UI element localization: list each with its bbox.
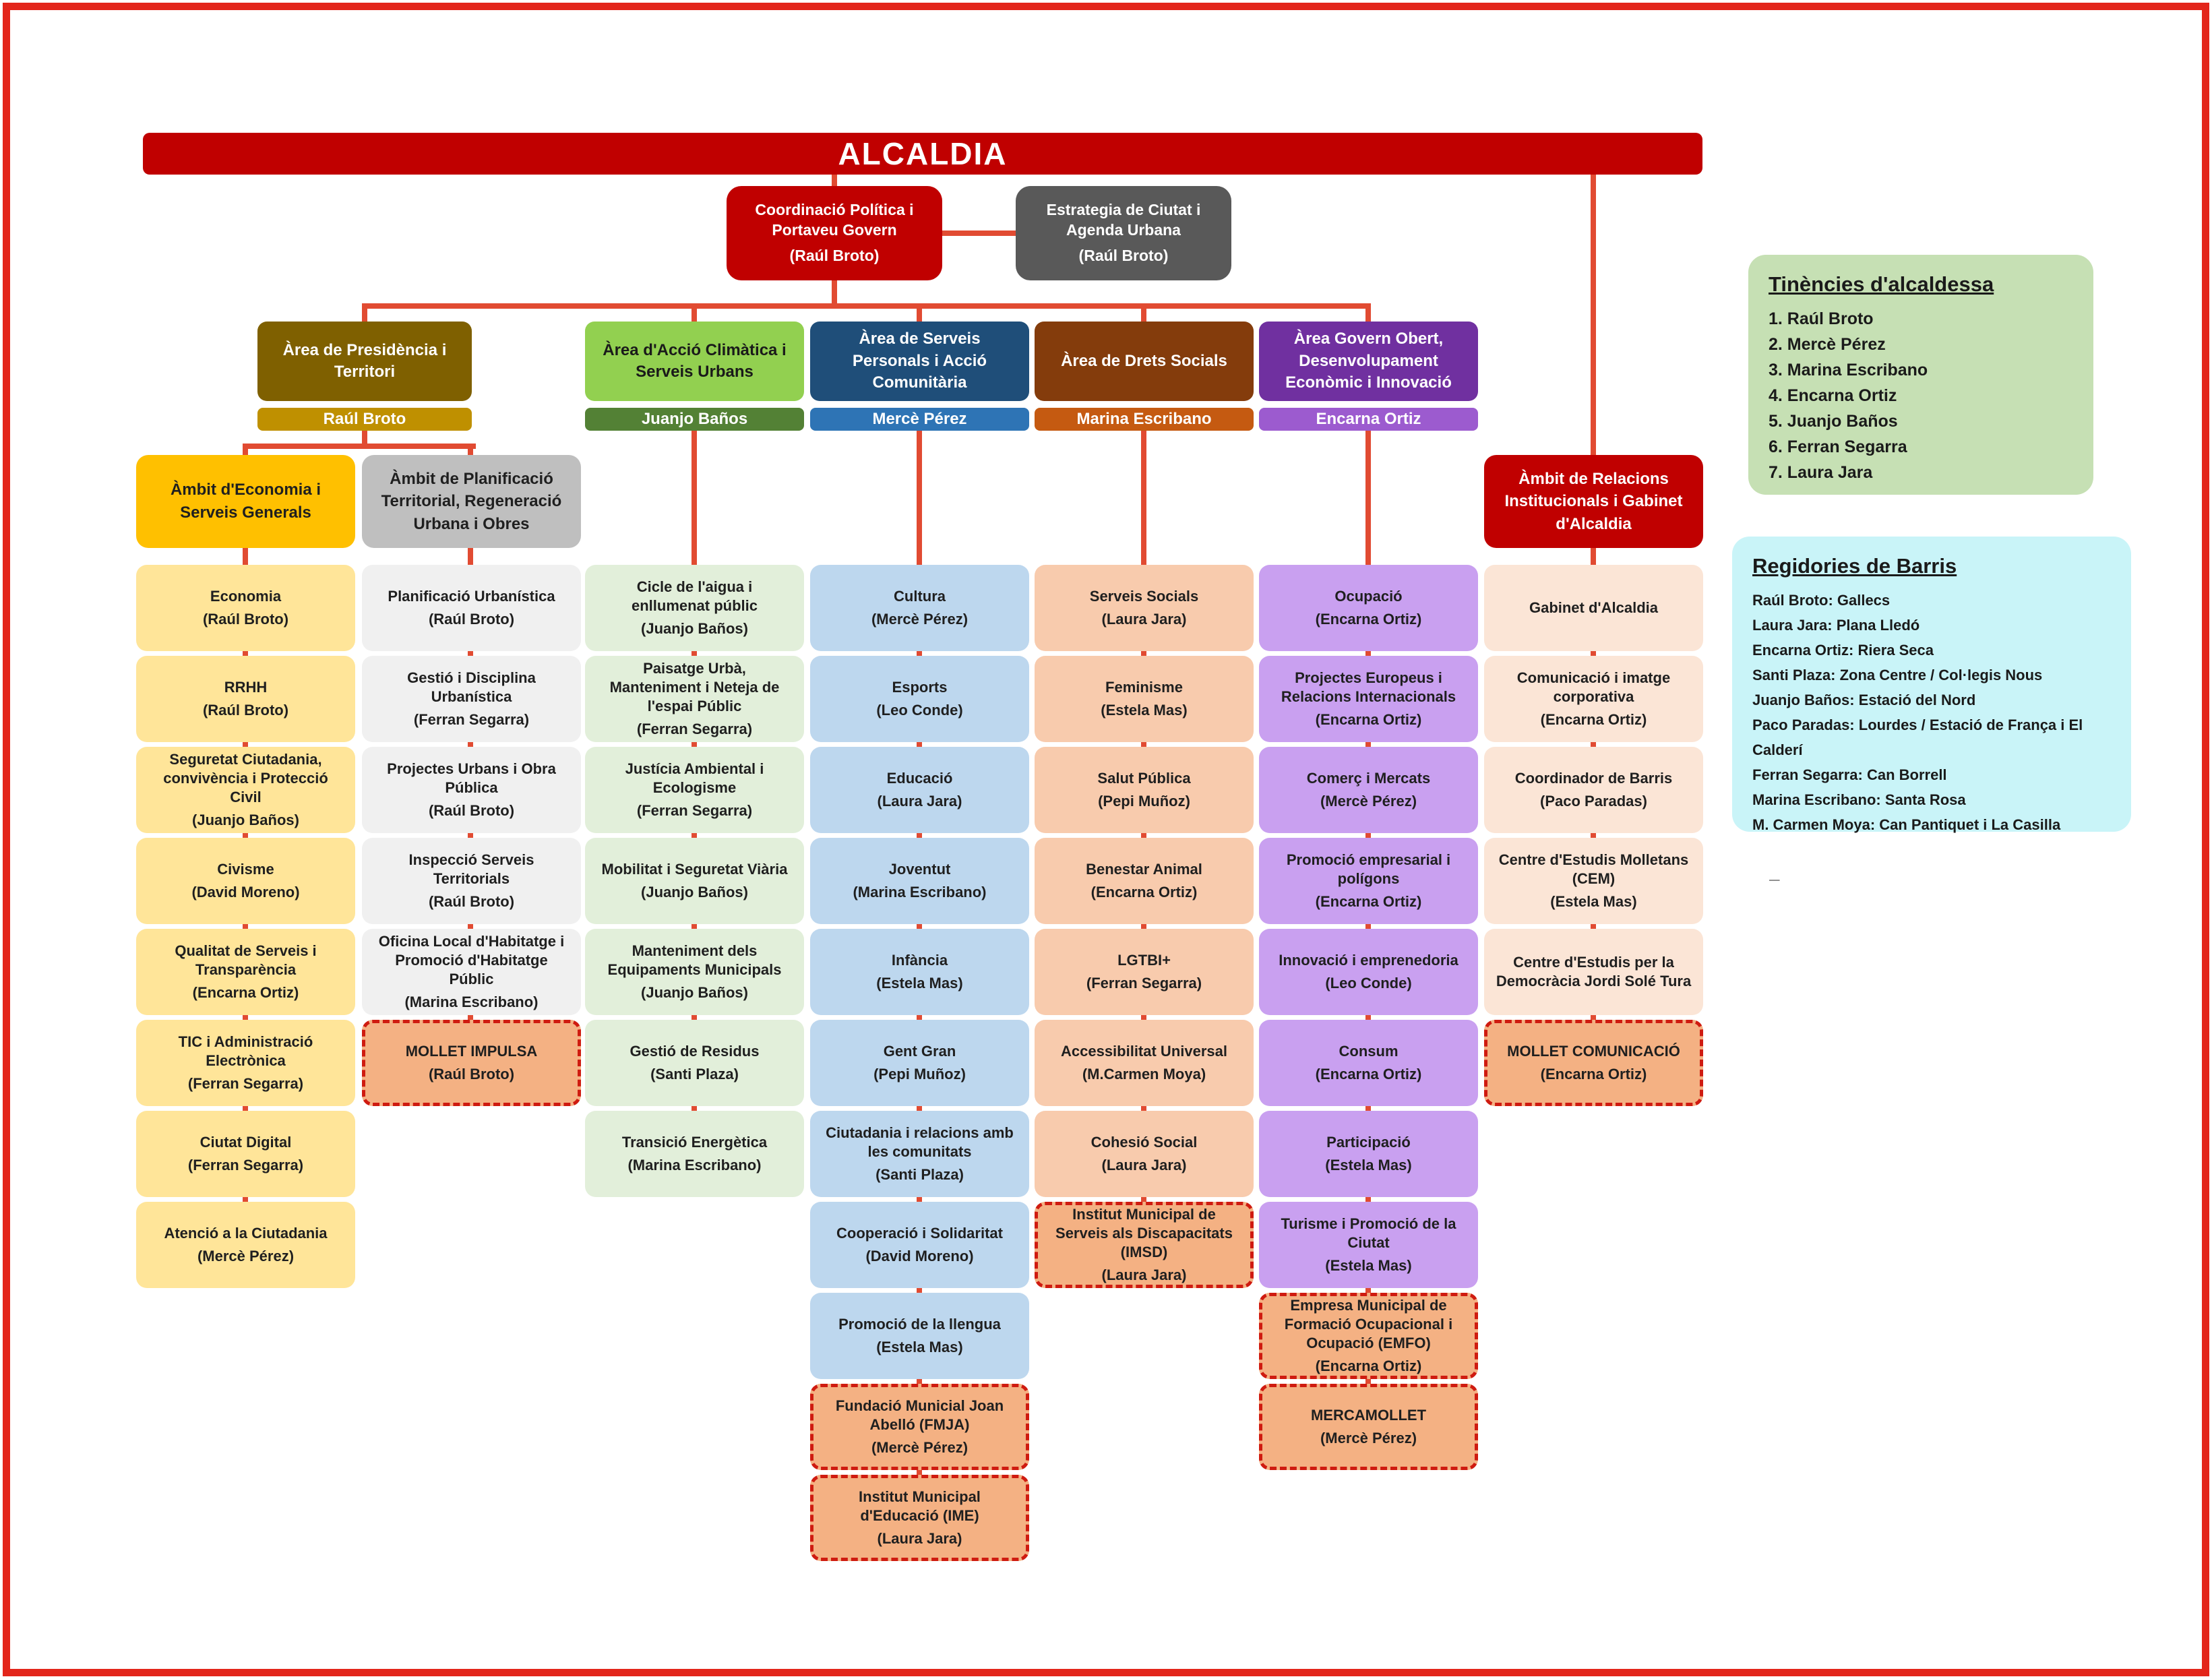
card-title: Infància bbox=[891, 951, 948, 969]
column-climatica bbox=[585, 565, 804, 1197]
card-title: Qualitat de Serveis i Transparència bbox=[175, 942, 317, 978]
area-lead: Marina Escribano bbox=[1076, 410, 1212, 428]
card-person: (Laura Jara) bbox=[1101, 1266, 1187, 1284]
panel-item: Encarna Ortiz: Riera Seca bbox=[1752, 642, 1934, 659]
card-person: (Mercè Pérez) bbox=[1320, 1430, 1417, 1446]
org-card bbox=[1484, 929, 1703, 1015]
org-card bbox=[810, 838, 1029, 924]
card-title: TIC i Administració Electrònica bbox=[178, 1033, 313, 1069]
card-person: (Santi Plaza) bbox=[875, 1166, 964, 1184]
card-person: (Estela Mas) bbox=[876, 975, 963, 991]
card-title: Gabinet d'Alcaldia bbox=[1529, 599, 1659, 616]
card-person: (Leo Conde) bbox=[1325, 975, 1412, 991]
card-title: Transició Energètica bbox=[621, 1133, 768, 1151]
org-card bbox=[362, 656, 581, 742]
column-govern-obert bbox=[1259, 565, 1478, 1470]
card-person: (Encarna Ortiz) bbox=[1315, 893, 1422, 911]
org-card-dashed bbox=[1035, 1202, 1254, 1288]
card-person: (Ferran Segarra) bbox=[187, 1157, 304, 1173]
org-card-dashed bbox=[1259, 1293, 1478, 1379]
card-title: Empresa Municipal de Formació Ocupacional i Ocupació (EMFO) bbox=[1284, 1296, 1453, 1351]
org-card bbox=[585, 1020, 804, 1106]
org-card bbox=[810, 1293, 1029, 1379]
org-card bbox=[136, 1020, 355, 1106]
area-header-presidencia bbox=[257, 322, 472, 401]
alcaldia-title: ALCALDIA bbox=[838, 136, 1008, 171]
card-title: Coordinador de Barris bbox=[1514, 769, 1673, 787]
org-card bbox=[1035, 565, 1254, 651]
area-title: Àrea de Serveis Personals i Acció Comunitària bbox=[852, 330, 987, 392]
card-title: Projectes Urbans i Obra Pública bbox=[387, 760, 556, 796]
panel-item: M. Carmen Moya: Can Pantiquet i La Casilla bbox=[1752, 816, 2061, 833]
stray-dash: – bbox=[1769, 868, 1780, 889]
card-title: Fundació Municial Joan Abelló (FMJA) bbox=[835, 1397, 1004, 1433]
card-title: RRHH bbox=[224, 678, 268, 696]
card-person: (Estela Mas) bbox=[1550, 893, 1637, 911]
area-lead: Encarna Ortiz bbox=[1316, 410, 1421, 428]
area-lead-serveis-personals bbox=[810, 408, 1029, 431]
connector bbox=[917, 303, 922, 322]
org-card bbox=[1035, 1111, 1254, 1197]
org-card bbox=[136, 1202, 355, 1288]
card-title: Inspecció Serveis Territorials bbox=[408, 851, 534, 887]
column-relacions bbox=[1484, 565, 1703, 1106]
connector bbox=[1141, 303, 1146, 322]
card-title: Centre d'Estudis Molletans (CEM) bbox=[1498, 851, 1689, 887]
card-person: (Mercè Pérez) bbox=[197, 1248, 295, 1264]
org-card bbox=[1259, 929, 1478, 1015]
ambit-economia bbox=[136, 455, 355, 548]
card-person: (Juanjo Baños) bbox=[641, 984, 748, 1002]
panel-item: Paco Paradas: Lourdes / Estació de França i El Calderí bbox=[1752, 716, 2083, 758]
card-title: MOLLET COMUNICACIÓ bbox=[1507, 1042, 1680, 1060]
card-title: Joventut bbox=[888, 860, 951, 878]
regidories-title: Regidories de Barris bbox=[1752, 554, 1957, 578]
area-title: Àrea de Drets Socials bbox=[1061, 351, 1227, 370]
card-title: Consum bbox=[1339, 1042, 1399, 1060]
card-title: Planificació Urbanística bbox=[388, 587, 555, 605]
estrategia-title: Estrategia de Ciutat i Agenda Urbana bbox=[1046, 201, 1201, 239]
coordinacio-title: Coordinació Política i Portaveu Govern bbox=[755, 201, 914, 239]
card-person: (Raúl Broto) bbox=[428, 611, 515, 628]
card-title: Atenció a la Ciutadania bbox=[164, 1224, 328, 1242]
area-title: Àrea d'Acció Climàtica i Serveis Urbans bbox=[603, 340, 787, 381]
org-card bbox=[362, 565, 581, 651]
card-person: (Laura Jara) bbox=[1101, 611, 1187, 628]
card-title: Economia bbox=[210, 587, 282, 605]
card-person: (Encarna Ortiz) bbox=[1315, 611, 1422, 628]
card-title: Salut Pública bbox=[1097, 769, 1191, 787]
org-card-dashed bbox=[1259, 1384, 1478, 1470]
estrategia-box bbox=[1016, 186, 1231, 280]
card-title: Seguretat Ciutadania, convivència i Protecció Civil bbox=[163, 750, 328, 805]
card-title: Ciutat Digital bbox=[199, 1133, 292, 1151]
panel-item: 5. Juanjo Baños bbox=[1769, 412, 1898, 431]
column-drets-socials bbox=[1035, 565, 1254, 1288]
panel-item: Juanjo Baños: Estació del Nord bbox=[1752, 692, 1976, 708]
org-card bbox=[1484, 838, 1703, 924]
panel-item: Laura Jara: Plana Lledó bbox=[1752, 617, 1920, 634]
card-person: (Mercè Pérez) bbox=[871, 611, 969, 628]
card-person: (Ferran Segarra) bbox=[636, 721, 753, 738]
card-person: (Pepi Muñoz) bbox=[1098, 793, 1190, 810]
card-person: (Raúl Broto) bbox=[428, 802, 515, 820]
card-title: Turisme i Promoció de la Ciutat bbox=[1281, 1215, 1456, 1251]
card-title: Promoció de la llengua bbox=[838, 1315, 1001, 1333]
card-title: Ocupació bbox=[1334, 587, 1403, 605]
card-title: Cooperació i Solidaritat bbox=[836, 1224, 1003, 1242]
area-lead-govern-obert bbox=[1259, 408, 1478, 431]
area-title: Àrea Govern Obert, Desenvolupament Econòmic i Innovació bbox=[1285, 330, 1452, 392]
card-person: (Encarna Ortiz) bbox=[1315, 1357, 1422, 1375]
panel-item: 6. Ferran Segarra bbox=[1769, 437, 1907, 456]
card-title: Cicle de l'aigua i enllumenat públic bbox=[631, 578, 758, 614]
org-card bbox=[1259, 1202, 1478, 1288]
tinencies-list bbox=[1769, 306, 2073, 485]
connector bbox=[692, 303, 697, 322]
card-title: Innovació i emprenedoria bbox=[1279, 951, 1458, 969]
card-person: (M.Carmen Moya) bbox=[1082, 1066, 1206, 1082]
org-card bbox=[136, 838, 355, 924]
area-header-climatica bbox=[585, 322, 804, 401]
org-card bbox=[585, 747, 804, 833]
card-title: Mobilitat i Seguretat Viària bbox=[601, 860, 788, 878]
org-card bbox=[1484, 747, 1703, 833]
card-title: Gent Gran bbox=[883, 1042, 956, 1060]
card-title: MERCAMOLLET bbox=[1310, 1406, 1427, 1424]
regidories-panel bbox=[1732, 537, 2131, 832]
card-person: (Estela Mas) bbox=[1325, 1257, 1412, 1275]
org-card bbox=[362, 838, 581, 924]
card-title: Manteniment dels Equipaments Municipals bbox=[607, 942, 782, 978]
card-title: Gestió de Residus bbox=[629, 1042, 760, 1060]
card-person: (Laura Jara) bbox=[877, 1530, 962, 1548]
org-card bbox=[1035, 1020, 1254, 1106]
panel-item: Santi Plaza: Zona Centre / Col·legis Nous bbox=[1752, 667, 2043, 683]
area-lead: Raúl Broto bbox=[323, 410, 406, 428]
ambit-relacions bbox=[1484, 455, 1703, 548]
card-title: Projectes Europeus i Relacions Internacionals bbox=[1281, 669, 1456, 705]
regidories-list bbox=[1752, 588, 2111, 837]
area-lead-climatica bbox=[585, 408, 804, 431]
card-person: (Santi Plaza) bbox=[650, 1066, 739, 1082]
org-card bbox=[1259, 747, 1478, 833]
ambit-title: Àmbit d'Economia i Serveis Generals bbox=[170, 481, 321, 522]
card-title: MOLLET IMPULSA bbox=[405, 1042, 538, 1060]
panel-item: Raúl Broto: Gallecs bbox=[1752, 592, 1891, 609]
card-person: (Estela Mas) bbox=[1325, 1157, 1412, 1173]
panel-item: 3. Marina Escribano bbox=[1769, 361, 1928, 379]
ambit-title: Àmbit de Planificació Territorial, Regeneració Urbana i Obres bbox=[381, 469, 562, 533]
org-card bbox=[136, 1111, 355, 1197]
card-person: (Leo Conde) bbox=[876, 702, 963, 719]
org-card-dashed bbox=[810, 1384, 1029, 1470]
coordinacio-box bbox=[727, 186, 942, 280]
card-title: Feminisme bbox=[1105, 678, 1183, 696]
connector bbox=[362, 303, 1371, 309]
card-person: (Encarna Ortiz) bbox=[1315, 1066, 1422, 1082]
column-planificacio bbox=[362, 565, 581, 1106]
card-title: Institut Municipal de Serveis als Discapacitats (IMSD) bbox=[1055, 1205, 1233, 1260]
card-person: (Ferran Segarra) bbox=[1086, 975, 1202, 991]
card-title: Comerç i Mercats bbox=[1306, 769, 1431, 787]
card-person: (Raúl Broto) bbox=[428, 893, 515, 911]
org-card bbox=[1035, 656, 1254, 742]
card-title: Benestar Animal bbox=[1086, 860, 1202, 878]
card-title: LGTBI+ bbox=[1117, 951, 1171, 969]
card-person: (Juanjo Baños) bbox=[192, 812, 299, 829]
area-lead: Mercè Pérez bbox=[872, 410, 967, 428]
org-card bbox=[810, 1020, 1029, 1106]
card-title: Promoció empresarial i polígons bbox=[1286, 851, 1451, 887]
card-person: (Mercè Pérez) bbox=[871, 1439, 969, 1457]
card-person: (Raúl Broto) bbox=[202, 611, 289, 628]
card-person: (Marina Escribano) bbox=[404, 994, 539, 1011]
org-card bbox=[585, 565, 804, 651]
card-person: (Juanjo Baños) bbox=[641, 620, 748, 638]
connector bbox=[1365, 303, 1371, 322]
card-title: Comunicació i imatge corporativa bbox=[1516, 669, 1671, 705]
org-card bbox=[1259, 656, 1478, 742]
card-person: (Encarna Ortiz) bbox=[1090, 884, 1198, 900]
area-lead-drets-socials bbox=[1035, 408, 1254, 431]
area-lead-presidencia bbox=[257, 408, 472, 431]
org-card-dashed bbox=[810, 1475, 1029, 1561]
org-card bbox=[136, 747, 355, 833]
ambit-title: Àmbit de Relacions Institucionals i Gabinet d'Alcaldia bbox=[1504, 469, 1683, 533]
org-card bbox=[810, 747, 1029, 833]
card-person: (Pepi Muñoz) bbox=[873, 1066, 966, 1082]
column-serveis-personals bbox=[810, 565, 1029, 1561]
org-card bbox=[362, 929, 581, 1015]
ambit-planificacio bbox=[362, 455, 581, 548]
card-person: (Encarna Ortiz) bbox=[1315, 711, 1422, 729]
area-header-serveis-personals bbox=[810, 322, 1029, 401]
org-card bbox=[136, 929, 355, 1015]
area-title: Àrea de Presidència i Territori bbox=[282, 340, 447, 381]
tinencies-panel bbox=[1748, 255, 2093, 495]
connector bbox=[362, 303, 367, 322]
card-person: (Laura Jara) bbox=[877, 793, 962, 810]
org-card bbox=[810, 1202, 1029, 1288]
card-person: (Encarna Ortiz) bbox=[1540, 711, 1647, 729]
card-title: Cultura bbox=[894, 587, 946, 605]
card-title: Esports bbox=[892, 678, 948, 696]
org-card bbox=[1259, 1020, 1478, 1106]
card-person: (Encarna Ortiz) bbox=[192, 984, 299, 1002]
panel-item: 2. Mercè Pérez bbox=[1769, 335, 1886, 354]
area-lead: Juanjo Baños bbox=[641, 410, 748, 428]
coordinacio-person: ( Raúl Broto ) bbox=[790, 246, 880, 266]
card-person: (Marina Escribano) bbox=[853, 884, 987, 900]
card-title: Institut Municipal d'Educació (IME) bbox=[859, 1488, 981, 1524]
card-title: Educació bbox=[886, 769, 953, 787]
card-title: Paisatge Urbà, Manteniment i Neteja de l'espai Públic bbox=[609, 659, 780, 714]
org-card bbox=[1484, 565, 1703, 651]
card-person: (Mercè Pérez) bbox=[1320, 793, 1417, 810]
card-person: (Laura Jara) bbox=[1101, 1157, 1187, 1173]
connector bbox=[243, 444, 476, 449]
org-card bbox=[810, 1111, 1029, 1197]
card-title: Cohesió Social bbox=[1090, 1133, 1198, 1151]
org-card bbox=[136, 565, 355, 651]
org-card bbox=[1035, 838, 1254, 924]
area-header-drets-socials bbox=[1035, 322, 1254, 401]
org-card bbox=[585, 838, 804, 924]
card-title: Civisme bbox=[217, 860, 274, 878]
card-title: Accessibilitat Universal bbox=[1060, 1042, 1227, 1060]
panel-item: Marina Escribano: Santa Rosa bbox=[1752, 791, 1966, 808]
org-card-dashed bbox=[362, 1020, 581, 1106]
panel-item: 4. Encarna Ortiz bbox=[1769, 386, 1897, 405]
org-card bbox=[362, 747, 581, 833]
panel-item: Ferran Segarra: Can Borrell bbox=[1752, 766, 1947, 783]
org-card bbox=[810, 565, 1029, 651]
card-person: (Estela Mas) bbox=[876, 1339, 963, 1355]
card-title: Ciutadania i relacions amb les comunitats bbox=[826, 1124, 1014, 1160]
connector bbox=[942, 231, 1016, 236]
card-title: Gestió i Disciplina Urbanística bbox=[407, 669, 536, 705]
org-card bbox=[1259, 565, 1478, 651]
area-header-govern-obert bbox=[1259, 322, 1478, 401]
card-person: (Ferran Segarra) bbox=[187, 1075, 304, 1093]
org-card bbox=[585, 656, 804, 742]
panel-item: 7. Laura Jara bbox=[1769, 463, 1873, 482]
card-person: (Ferran Segarra) bbox=[636, 802, 753, 820]
connector bbox=[362, 429, 367, 444]
tinencies-title: Tinències d'alcaldessa bbox=[1769, 272, 1994, 296]
org-card bbox=[585, 929, 804, 1015]
org-card bbox=[585, 1111, 804, 1197]
card-person: (Paco Paradas) bbox=[1540, 793, 1647, 810]
card-title: Participació bbox=[1326, 1133, 1411, 1151]
card-person: (Estela Mas) bbox=[1101, 702, 1188, 719]
org-card bbox=[1035, 747, 1254, 833]
card-title: Oficina Local d'Habitatge i Promoció d'Habitatge Públic bbox=[378, 932, 565, 987]
estrategia-person: ( Raúl Broto ) bbox=[1079, 246, 1169, 266]
org-card bbox=[1259, 1111, 1478, 1197]
org-card bbox=[136, 656, 355, 742]
org-card bbox=[810, 929, 1029, 1015]
card-person: (Marina Escribano) bbox=[627, 1157, 762, 1173]
card-person: (Encarna Ortiz) bbox=[1540, 1066, 1647, 1082]
org-card bbox=[1035, 929, 1254, 1015]
org-card-dashed bbox=[1484, 1020, 1703, 1106]
card-person: (Raúl Broto) bbox=[202, 702, 289, 719]
card-person: (David Moreno) bbox=[191, 884, 300, 900]
column-economia bbox=[136, 565, 355, 1288]
card-person: (Ferran Segarra) bbox=[413, 711, 530, 729]
org-card bbox=[1484, 656, 1703, 742]
card-person: (Juanjo Baños) bbox=[641, 884, 748, 900]
alcaldia-banner bbox=[143, 133, 1702, 175]
org-card bbox=[810, 656, 1029, 742]
card-title: Serveis Socials bbox=[1089, 587, 1199, 605]
org-card bbox=[1259, 838, 1478, 924]
panel-item: 1. Raúl Broto bbox=[1769, 309, 1874, 328]
card-person: (David Moreno) bbox=[865, 1248, 974, 1264]
card-title: Centre d'Estudis per la Democràcia Jordi Solé Tura bbox=[1496, 953, 1692, 989]
card-person: (Raúl Broto) bbox=[428, 1066, 515, 1082]
card-title: Justícia Ambiental i Ecologisme bbox=[625, 760, 764, 796]
